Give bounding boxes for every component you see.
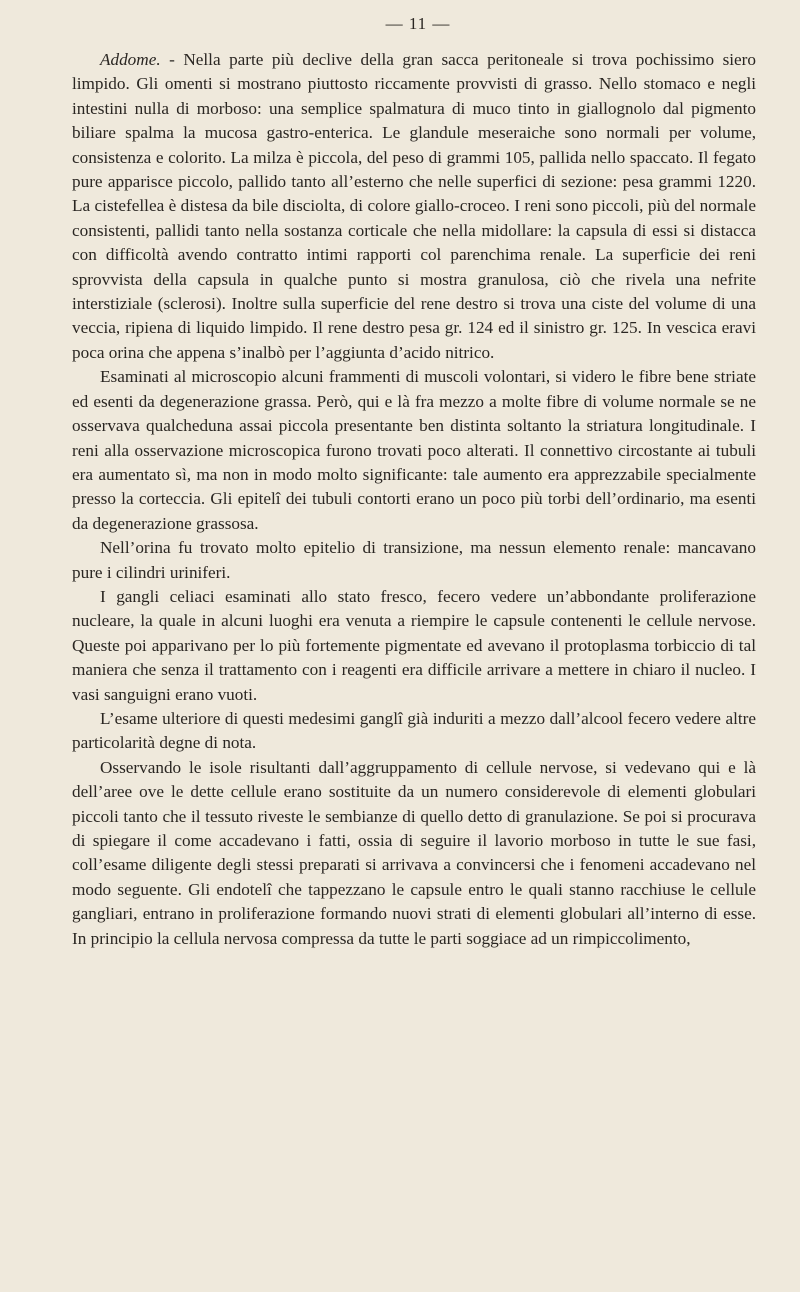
paragraph-gangli-celiaci: I gangli celiaci esaminati allo stato fresco, fecero vedere un’abbondante proliferazione nucleare, la quale in alcuni luoghi era venuta a riempire le capsule contenenti le cellule nervose. Queste poi apparivano per lo più fortemente pigmentate ed avevano il protoplasma torbiccio di tal maniera che senza il trattamento con i reagenti era difficile arrivare a mettere in chiaro il nucleo. I vasi sanguigni erano vuoti. <box>72 586 756 704</box>
paragraph-addome <box>72 48 756 365</box>
page-number: — 11 — <box>385 14 451 33</box>
paragraph-microscopio-muscoli: Esaminati al microscopio alcuni frammenti di muscoli volontari, si videro le fibre bene striate ed esenti da degenerazione grassa. Però, qui e là fra mezzo a molte fibre di volume normale se ne osservava qualcheduna assai piccola presentante ben distinta soltanto la striatura longitudinale. I reni alla osservazione microscopica furono trovati poco alterati. Il connettivo circostante ai tubuli era aumentato sì, ma non in modo molto significante: tale aumento era apprezzabile specialmente presso la corteccia. Gli epitelî dei tubuli contorti erano un poco più torbi dell’ordinario, ma esenti da degenerazione grassosa. <box>72 367 756 533</box>
paragraph-text: - Nella parte più declive della gran sacca peritoneale si trova pochissimo siero limpido. Gli omenti si mostrano piuttosto riccamente provvisti di grasso. Nello stomaco e negli intestini nulla di morboso: una semplice spalmatura di muco tinto in giallognolo dal pigmento biliare spalma la mucosa gastro-enterica. Le glandule meseraiche sono normali per volume, consistenza e colorito. La milza è piccola, del peso di grammi 105, pallida nello spaccato. Il fegato pure apparisce piccolo, pallido tanto all’esterno che nelle superfici di sezione: pesa grammi 1220. La cistefellea è distesa da bile disciolta, di colore giallo-croceo. I reni sono piccoli, più del normale consistenti, pallidi tanto nella sostanza corticale che nella midollare: la capsula di essi si distacca con difficoltà avendo contratto intimi rapporti col parenchima renale. La superficie dei reni sprovvista della capsula in qualche punto si mostra granulosa, ciò che rivela una nefrite interstiziale (sclerosi). Inoltre sulla superficie del rene destro si trova una ciste del volume di una veccia, ripiena di liquido limpido. Il rene destro pesa gr. 124 ed il sinistro gr. 125. In vescica eravi poca orina che appena s’inalbò per l’aggiunta d’acido nitrico. <box>72 50 756 362</box>
paragraph-isole-cellule: Osservando le isole risultanti dall’aggruppamento di cellule nervose, si vedevano qui e là dell’aree ove le dette cellule erano sostituite da un numero considerevole di elementi globulari piccoli tanto che il tessuto riveste le sembianze di quello detto di granulazione. Se poi si procurava di spiegare il come accadevano i fatti, ossia di seguire il lavorio morboso in tutte le sue fasi, coll’esame diligente degli stessi preparati si arrivava a convincersi che i fenomeni accadevano nel modo seguente. Gli endotelî che tappezzano le capsule entro le quali stanno racchiuse le cellule gangliari, entrano in proliferazione formando nuovi strati di elementi globulari all’interno di esse. In principio la cellula nervosa compressa da tutte le parti soggiace ad un rimpiccolimento, <box>72 757 756 948</box>
paragraph-esame-ulteriore: L’esame ulteriore di questi medesimi ganglî già induriti a mezzo dall’alcool fecero vedere altre particolarità degne di nota. <box>72 708 756 753</box>
section-heading-addome: Addome. <box>100 50 161 69</box>
paragraph-orina: Nell’orina fu trovato molto epitelio di transizione, ma nessun elemento renale: mancavano pure i cilindri uriniferi. <box>72 538 756 582</box>
